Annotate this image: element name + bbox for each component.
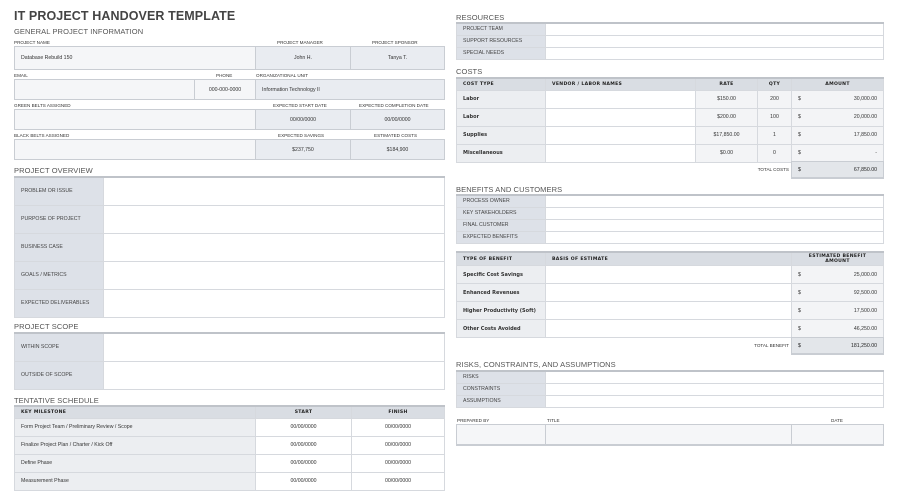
- start-date-label: EXPECTED START DATE: [273, 103, 327, 108]
- amount-value: 30,000.00: [853, 96, 877, 102]
- prepared-by-label: PREPARED BY: [457, 418, 490, 423]
- benefits-customers-value[interactable]: [546, 219, 884, 231]
- benefits-customers-row: [457, 207, 884, 219]
- risks-value[interactable]: [546, 395, 884, 407]
- total-benefit-label: TOTAL BENEFIT: [754, 343, 789, 348]
- overview-label: EXPECTED DELIVERABLES: [15, 289, 104, 317]
- total-costs-label: TOTAL COSTS: [757, 167, 789, 172]
- currency-symbol: $: [798, 325, 801, 332]
- overview-label: GOALS / METRICS: [15, 261, 104, 289]
- milestone-cell[interactable]: Measurement Phase: [15, 472, 256, 490]
- rate-column-header: RATE: [696, 78, 758, 90]
- resources-heading: RESOURCES: [456, 13, 505, 22]
- qty-cell[interactable]: 0: [758, 144, 792, 162]
- benefits-customers-label: EXPECTED BENEFITS: [457, 231, 546, 243]
- risks-label: CONSTRAINTS: [457, 383, 546, 395]
- currency-symbol: $: [798, 96, 801, 102]
- overview-value[interactable]: [104, 289, 445, 317]
- benefits-customers-label: PROCESS OWNER: [457, 195, 546, 207]
- benefit-row: [457, 284, 884, 302]
- risks-row: [457, 383, 884, 395]
- overview-row: [15, 289, 445, 317]
- benefits-customers-row: [457, 231, 884, 243]
- project-name-field[interactable]: Database Rebuild 150: [14, 46, 256, 70]
- amount-cell: [792, 126, 884, 144]
- benefits-customers-row: [457, 195, 884, 207]
- scope-value[interactable]: [104, 333, 445, 361]
- phone-label: PHONE: [216, 73, 233, 78]
- schedule-row: [15, 436, 445, 454]
- project-manager-field[interactable]: John H.: [255, 46, 351, 70]
- benefits-customers-table: [456, 194, 884, 244]
- benefit-row: [457, 266, 884, 284]
- estimated-costs-field[interactable]: $184,900: [350, 139, 445, 160]
- benefit-amount-value: 17,500.00: [853, 307, 877, 314]
- milestone-cell[interactable]: Finalize Project Plan / Charter / Kick Off: [15, 436, 256, 454]
- vendor-cell[interactable]: [546, 144, 696, 162]
- schedule-row: [15, 418, 445, 436]
- benefits-customers-label: KEY STAKEHOLDERS: [457, 207, 546, 219]
- qty-cell[interactable]: 100: [758, 108, 792, 126]
- general-info-heading: GENERAL PROJECT INFORMATION: [14, 27, 144, 36]
- total-benefit-value: 181,250.00: [851, 342, 877, 349]
- black-belts-label: BLACK BELTS ASSIGNED: [14, 133, 70, 138]
- overview-label: PURPOSE OF PROJECT: [15, 205, 104, 233]
- amount-cell: [792, 90, 884, 108]
- page-title: IT PROJECT HANDOVER TEMPLATE: [14, 9, 236, 23]
- risks-row: [457, 371, 884, 383]
- finish-cell[interactable]: 00/00/0000: [352, 472, 445, 490]
- cost-row: [457, 108, 884, 126]
- milestone-cell[interactable]: Define Phase: [15, 454, 256, 472]
- overview-value[interactable]: [104, 205, 445, 233]
- date-label: DATE: [831, 418, 843, 423]
- risks-heading: RISKS, CONSTRAINTS, AND ASSUMPTIONS: [456, 360, 616, 369]
- amount-value: 20,000.00: [853, 114, 877, 120]
- vendor-cell[interactable]: [546, 126, 696, 144]
- basis-cell[interactable]: [546, 284, 792, 302]
- finish-cell[interactable]: 00/00/0000: [352, 454, 445, 472]
- benefit-amount-cell: [792, 266, 884, 284]
- currency-symbol: $: [798, 166, 801, 173]
- benefits-customers-heading: BENEFITS AND CUSTOMERS: [456, 185, 563, 194]
- benefit-amount-column-header: ESTIMATED BENEFIT AMOUNT: [792, 252, 884, 266]
- costs-heading: COSTS: [456, 67, 483, 76]
- scope-label: WITHIN SCOPE: [15, 333, 104, 361]
- black-belts-field[interactable]: [14, 139, 256, 160]
- scope-heading: PROJECT SCOPE: [14, 322, 79, 331]
- amount-value: 17,850.00: [853, 132, 877, 138]
- overview-value[interactable]: [104, 177, 445, 205]
- amount-column-header: AMOUNT: [792, 78, 884, 90]
- benefits-customers-label: FINAL CUSTOMER: [457, 219, 546, 231]
- amount-cell: [792, 144, 884, 162]
- currency-symbol: $: [798, 132, 801, 138]
- org-unit-field[interactable]: Information Technology II: [255, 79, 445, 100]
- rate-cell[interactable]: $17,850.00: [696, 126, 758, 144]
- resources-label: PROJECT TEAM: [457, 23, 546, 35]
- scope-label: OUTSIDE OF SCOPE: [15, 361, 104, 389]
- cost-row: [457, 126, 884, 144]
- currency-symbol: $: [798, 150, 801, 156]
- overview-row: [15, 261, 445, 289]
- benefit-row: [457, 320, 884, 338]
- total-benefit-field: [791, 337, 884, 355]
- milestone-column-header: KEY MILESTONE: [15, 406, 256, 418]
- cost-type-cell[interactable]: Labor: [457, 90, 546, 108]
- amount-value: -: [875, 150, 877, 156]
- title-label: TITLE: [547, 418, 560, 423]
- overview-row: [15, 177, 445, 205]
- cost-type-cell[interactable]: Miscellaneous: [457, 144, 546, 162]
- schedule-row: [15, 454, 445, 472]
- start-cell[interactable]: 00/00/0000: [256, 436, 352, 454]
- benefit-type-cell[interactable]: Other Costs Avoided: [457, 320, 546, 338]
- benefit-amount-cell: [792, 302, 884, 320]
- costs-label: ESTIMATED COSTS: [374, 133, 418, 138]
- start-column-header: START: [256, 406, 352, 418]
- email-field[interactable]: [14, 79, 195, 100]
- qty-cell[interactable]: 200: [758, 90, 792, 108]
- currency-symbol: $: [798, 114, 801, 120]
- resources-value[interactable]: [546, 47, 884, 59]
- scope-table: [14, 332, 445, 390]
- project-sponsor-field[interactable]: Tanya T.: [350, 46, 445, 70]
- org-unit-label: ORGANIZATIONAL UNIT: [256, 73, 309, 78]
- resources-table: [456, 22, 884, 60]
- rate-cell[interactable]: $150.00: [696, 90, 758, 108]
- vendor-cell[interactable]: [546, 108, 696, 126]
- green-belts-label: GREEN BELTS ASSIGNED: [14, 103, 71, 108]
- basis-cell[interactable]: [546, 266, 792, 284]
- finish-cell[interactable]: 00/00/0000: [352, 418, 445, 436]
- resources-label: SUPPORT RESOURCES: [457, 35, 546, 47]
- overview-heading: PROJECT OVERVIEW: [14, 166, 93, 175]
- start-cell[interactable]: 00/00/0000: [256, 454, 352, 472]
- resources-row: [457, 23, 884, 35]
- basis-cell[interactable]: [546, 302, 792, 320]
- benefit-amount-cell: [792, 284, 884, 302]
- currency-symbol: $: [798, 271, 801, 278]
- finish-column-header: FINISH: [352, 406, 445, 418]
- overview-label: PROBLEM OR ISSUE: [15, 177, 104, 205]
- start-cell[interactable]: 00/00/0000: [256, 472, 352, 490]
- resources-label: SPECIAL NEEDS: [457, 47, 546, 59]
- basis-column-header: BASIS OF ESTIMATE: [546, 252, 792, 266]
- resources-value[interactable]: [546, 35, 884, 47]
- benefit-type-cell[interactable]: Enhanced Revenues: [457, 284, 546, 302]
- benefits-customers-value[interactable]: [546, 231, 884, 243]
- benefit-type-cell[interactable]: Specific Cost Savings: [457, 266, 546, 284]
- scope-value[interactable]: [104, 361, 445, 389]
- costs-header-row: [457, 78, 884, 90]
- prepared-by-field[interactable]: [456, 424, 546, 446]
- benefit-type-column-header: TYPE OF BENEFIT: [457, 252, 546, 266]
- scope-row: [15, 361, 445, 389]
- rate-cell[interactable]: $0.00: [696, 144, 758, 162]
- overview-value[interactable]: [104, 233, 445, 261]
- resources-value[interactable]: [546, 23, 884, 35]
- schedule-row: [15, 472, 445, 490]
- phone-field[interactable]: 000-000-0000: [194, 79, 256, 100]
- benefit-amount-value: 25,000.00: [853, 271, 877, 278]
- cost-type-column-header: COST TYPE: [457, 78, 546, 90]
- start-cell[interactable]: 00/00/0000: [256, 418, 352, 436]
- overview-label: BUSINESS CASE: [15, 233, 104, 261]
- savings-label: EXPECTED SAVINGS: [278, 133, 325, 138]
- qty-column-header: QTY: [758, 78, 792, 90]
- project-name-label: PROJECT NAME: [14, 40, 50, 45]
- email-label: EMAIL: [14, 73, 28, 78]
- benefit-row: [457, 302, 884, 320]
- overview-table: [14, 176, 445, 318]
- finish-cell[interactable]: 00/00/0000: [352, 436, 445, 454]
- basis-cell[interactable]: [546, 320, 792, 338]
- vendor-column-header: VENDOR / LABOR NAMES: [546, 78, 696, 90]
- currency-symbol: $: [798, 307, 801, 314]
- cost-type-cell[interactable]: Labor: [457, 108, 546, 126]
- risks-row: [457, 395, 884, 407]
- scope-row: [15, 333, 445, 361]
- risks-label: RISKS: [457, 371, 546, 383]
- resources-row: [457, 35, 884, 47]
- benefits-customers-value[interactable]: [546, 195, 884, 207]
- overview-value[interactable]: [104, 261, 445, 289]
- benefits-customers-value[interactable]: [546, 207, 884, 219]
- total-costs-field: [791, 161, 884, 179]
- currency-symbol: $: [798, 342, 801, 349]
- benefit-type-cell[interactable]: Higher Productivity (Soft): [457, 302, 546, 320]
- risks-table: [456, 370, 884, 408]
- benefits-table: [456, 251, 884, 338]
- currency-symbol: $: [798, 289, 801, 296]
- risks-value[interactable]: [546, 371, 884, 383]
- costs-table: [456, 77, 884, 163]
- cost-row: [457, 144, 884, 162]
- project-sponsor-label: PROJECT SPONSOR: [372, 40, 418, 45]
- risks-label: ASSUMPTIONS: [457, 395, 546, 407]
- benefit-amount-cell: [792, 320, 884, 338]
- benefits-customers-row: [457, 219, 884, 231]
- benefit-amount-value: 46,250.00: [853, 325, 877, 332]
- total-costs-value: 67,850.00: [853, 166, 877, 173]
- project-manager-label: PROJECT MANAGER: [277, 40, 323, 45]
- expected-savings-field[interactable]: $237,750: [255, 139, 351, 160]
- milestone-cell[interactable]: Form Project Team / Preliminary Review / Scope: [15, 418, 256, 436]
- schedule-table: [14, 405, 445, 491]
- resources-row: [457, 47, 884, 59]
- benefits-header-row: [457, 252, 884, 266]
- schedule-header-row: [15, 406, 445, 418]
- schedule-heading: TENTATIVE SCHEDULE: [14, 396, 99, 405]
- green-belts-field[interactable]: [14, 109, 256, 130]
- benefit-amount-value: 92,500.00: [853, 289, 877, 296]
- completion-date-field[interactable]: 00/00/0000: [350, 109, 445, 130]
- signoff-title-field[interactable]: [545, 424, 792, 446]
- qty-cell[interactable]: 1: [758, 126, 792, 144]
- cost-row: [457, 90, 884, 108]
- overview-row: [15, 233, 445, 261]
- start-date-field[interactable]: 00/00/0000: [255, 109, 351, 130]
- rate-cell[interactable]: $200.00: [696, 108, 758, 126]
- vendor-cell[interactable]: [546, 90, 696, 108]
- cost-type-cell[interactable]: Supplies: [457, 126, 546, 144]
- overview-row: [15, 205, 445, 233]
- amount-cell: [792, 108, 884, 126]
- completion-date-label: EXPECTED COMPLETION DATE: [359, 103, 429, 108]
- signoff-date-field[interactable]: [791, 424, 884, 446]
- risks-value[interactable]: [546, 383, 884, 395]
